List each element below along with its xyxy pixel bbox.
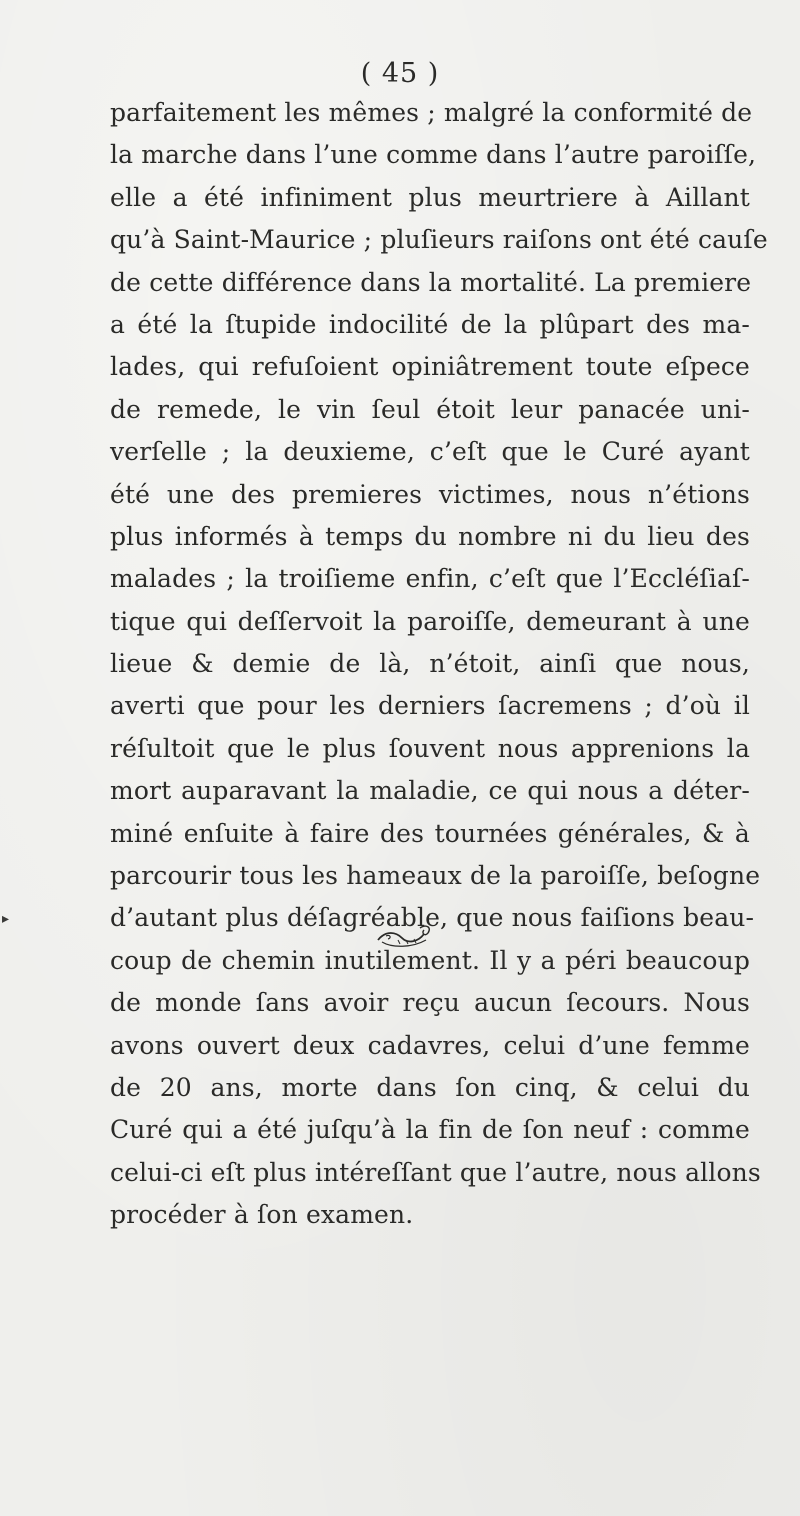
text-line: parcourir tous les hameaux de la paroiſſe, beſogne (110, 861, 761, 891)
text-line: réſultoit que le plus ſouvent nous apprenions la (110, 733, 750, 763)
text-line: lades, qui refuſoient opiniâtrement toute eſpece (110, 352, 750, 382)
text-line: de monde ſans avoir reçu aucun ſecours. Nous (110, 988, 750, 1018)
text-line: la marche dans l’une comme dans l’autre paroiſſe, (110, 140, 757, 170)
text-line: de cette différence dans la mortalité. La premiere (110, 267, 752, 297)
text-line: lieue & demie de là, n’étoit, ainſi que nous, (110, 649, 750, 679)
text-line: elle a été infiniment plus meurtriere à Aillant (110, 182, 750, 212)
text-line: été une des premieres victimes, nous n’étions (110, 479, 750, 509)
text-line: plus informés à temps du nombre ni du lieu des (110, 521, 750, 551)
margin-arrow-icon: ▸ (2, 911, 10, 927)
text-line: averti que pour les derniers ſacremens ; d’où il (110, 691, 750, 721)
text-line: de remede, le vin ſeul étoit leur panacée uni- (110, 394, 750, 424)
text-line: verſelle ; la deuxieme, c’eſt que le Curé ayant (110, 437, 750, 467)
body-text (110, 92, 768, 1237)
text-line: a été la ſtupide indocilité de la plûpart des ma- (110, 309, 750, 339)
text-line: parfaitement les mêmes ; malgré la conformité de (110, 98, 753, 127)
text-line: d’autant plus déſagréable, que nous faiſions beau- (110, 903, 755, 933)
text-line: Curé qui a été juſqu’à la fin de ſon neuf : comme (110, 1115, 750, 1145)
text-line: tique qui deſſervoit la paroiſſe, demeurant à une (110, 606, 750, 636)
text-line: qu’à Saint-Maurice ; pluſieurs raiſons ont été cauſe (110, 225, 768, 255)
text-line: malades ; la troiſieme enfin, c’eſt que l’Eccléſiaſ- (110, 564, 750, 594)
ornament-flourish-icon (372, 918, 436, 952)
text-line: celui-ci eſt plus intéreſſant que l’autre, nous allons (110, 1157, 761, 1187)
text-line-last: procéder à ſon examen. (110, 1200, 414, 1230)
text-line: mort auparavant la maladie, ce qui nous a déter- (110, 776, 750, 806)
page-number: ( 45 ) (360, 58, 440, 89)
text-line: coup de chemin inutilement. Il y a péri beaucoup (110, 945, 750, 975)
text-line: miné enſuite à faire des tournées générales, & à (110, 818, 750, 848)
text-line: de 20 ans, morte dans ſon cinq, & celui du (110, 1072, 750, 1102)
text-line: avons ouvert deux cadavres, celui d’une femme (110, 1030, 750, 1060)
